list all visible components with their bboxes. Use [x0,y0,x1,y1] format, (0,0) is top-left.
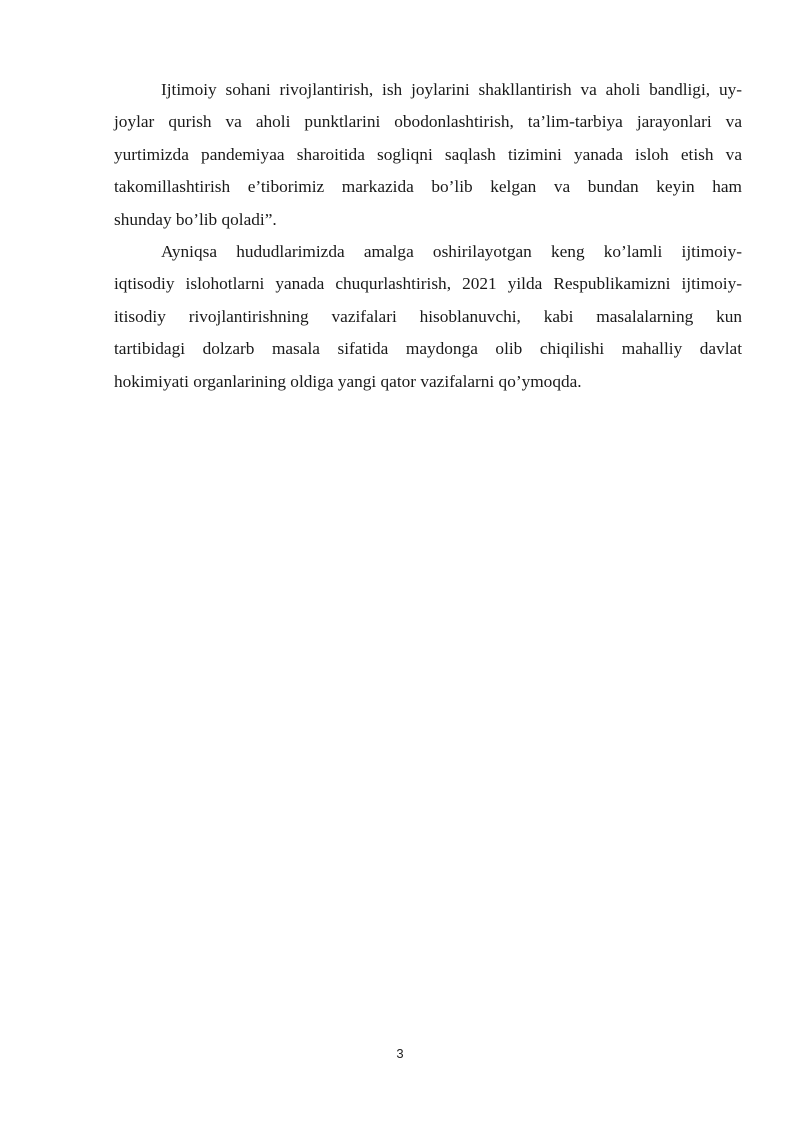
page-number: 3 [396,1046,404,1061]
text-line: itisodiy rivojlantirishning vazifalari hisoblanuvchi, kabi masalalarning kun [114,306,742,326]
text-line: tartibidagi dolzarb masala sifatida maydonga olib chiqilishi mahalliy davlat [114,339,742,359]
paragraph-1 [114,74,742,236]
body-text [114,74,742,398]
paragraph-2 [114,236,742,398]
text-line: yurtimizda pandemiyaa sharoitida sogliqni saqlash tizimini yanada isloh etish va [114,144,742,164]
text-line: shunday bo’lib qoladi”. [114,209,277,229]
text-line: hokimiyati organlarining oldiga yangi qator vazifalarni qo’ymoqda. [114,371,582,391]
text-line: Ijtimoiy sohani rivojlantirish, ish joylarini shakllantirish va aholi bandligi, uy- [161,80,742,99]
text-line: joylar qurish va aholi punktlarini obodonlashtirish, ta’lim-tarbiya jarayonlari va [114,112,742,132]
text-line: Ayniqsa hududlarimizda amalga oshirilayotgan keng ko’lamli ijtimoiy- [161,242,742,262]
text-line: takomillashtirish e’tiborimiz markazida bo’lib kelgan va bundan keyin ham [114,177,742,197]
text-line: iqtisodiy islohotlarni yanada chuqurlashtirish, 2021 yilda Respublikamizni ijtimoiy- [114,274,742,294]
